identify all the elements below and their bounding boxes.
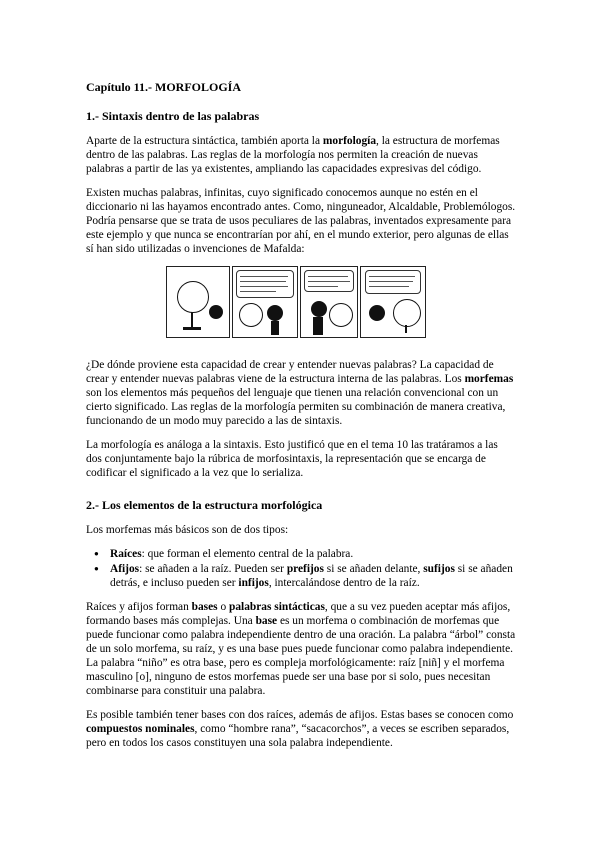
- text-run: Aparte de la estructura sintáctica, también aporta la: [86, 135, 323, 147]
- globe-icon: [329, 303, 353, 327]
- speech-balloon: [236, 270, 294, 298]
- bold-term: Raíces: [110, 548, 142, 560]
- paragraph-6: [86, 708, 516, 750]
- list-item: [110, 562, 516, 590]
- document-page: [86, 80, 516, 760]
- globe-icon: [393, 299, 421, 327]
- text-run: Raíces y afijos forman: [86, 601, 192, 613]
- text-run: es un morfema o combinación de morfemas que puede funcionar como palabra independiente dentro de una oración. La palabra “árbol” consta de un solo morfema, su raíz, y es una base pues puede funcionar como palabra independiente. La palabra “niño” es otra base, pero es compleja morfológicamente: raíz [niñ] y el morfema masculino [o], ninguno de estos morfemas puede ser una base por si solo, pues necesitan combinarse para constituir una palabra.: [86, 615, 516, 697]
- bold-term: prefijos: [286, 563, 324, 575]
- globe-icon: [177, 281, 209, 313]
- text-run: Los morfemas más básicos son de dos tipos:: [86, 524, 289, 536]
- section-1-title: 1.- Sintaxis dentro de las palabras: [86, 109, 260, 123]
- bold-term: morfemas: [464, 373, 514, 385]
- text-run: , la estructura de morfemas dentro de las palabras. Las reglas de la morfología nos permiten la creación de nuevas palabras a partir de las ya existentes, ampliando las capacidades expresivas del código.: [86, 135, 500, 175]
- bold-term: infijos: [238, 577, 269, 589]
- mafalda-figure: [267, 305, 283, 321]
- mafalda-comic-strip: [166, 266, 424, 338]
- text-run: son los elementos más pequeños del lenguaje que tienen una relación convencional con un cierto significado. Las reglas de la morfología permiten su combinación de manera creativa, funcionando de un modo muy parecido a las de sintaxis.: [86, 387, 506, 427]
- comic-panel-2: [232, 266, 298, 338]
- mafalda-figure: [311, 301, 327, 317]
- comic-panel-4: [360, 266, 426, 338]
- text-run: si se añaden delante,: [323, 563, 424, 575]
- text-run: La morfología es análoga a la sintaxis. Esto justificó que en el tema 10 las tratáramos a las dos conjuntamente bajo la rúbrica de morfosintaxis, la representación que se encarga de codificar el significado a la vez que lo serializa.: [86, 439, 498, 479]
- bold-term: compuestos nominales: [86, 723, 195, 735]
- text-run: : que forman el elemento central de la palabra.: [141, 548, 354, 560]
- paragraph-2: [86, 186, 516, 256]
- paragraph-3: [86, 358, 516, 428]
- text-run: ¿De dónde proviene esta capacidad de crear y entender nuevas palabras? La capacidad de crear y entender nuevas palabras viene de la estructura interna de las palabras. Los: [86, 359, 494, 385]
- morpheme-types-list: [86, 547, 516, 590]
- text-run: , intercalándose dentro de la raíz.: [268, 577, 420, 589]
- speech-balloon: [304, 270, 354, 292]
- text-run: : se añaden a la raíz. Pueden ser: [139, 563, 287, 575]
- paragraph-5: [86, 600, 516, 698]
- paragraph-intro: [86, 523, 516, 537]
- chapter-title: Capítulo 11.- MORFOLOGÍA: [86, 80, 242, 94]
- paragraph-1: [86, 134, 516, 176]
- section-2-title: 2.- Los elementos de la estructura morfológica: [86, 498, 323, 512]
- text-run: , que a su vez pueden aceptar más afijos, formando bases más complejas. Una: [86, 601, 511, 627]
- text-run: si se añaden detrás, e incluso pueden ser: [110, 563, 513, 589]
- comic-panel-1: [166, 266, 230, 338]
- mafalda-figure: [369, 305, 385, 321]
- speech-balloon: [365, 270, 421, 294]
- bold-term: palabras sintácticas: [229, 601, 325, 613]
- text-run: Existen muchas palabras, infinitas, cuyo significado conocemos aunque no estén en el diccionario ni las hayamos encontrado antes. Como, ninguneador, Alcaldable, Problemólogos. Podría pensarse que se trata de usos peculiares de las palabras, inventados expresamente para este ejemplo y que nunca se encontrarían por ahí, en el mundo exterior, pero algunas de ellas sí han sido utilizadas o invenciones de Mafalda:: [86, 187, 516, 255]
- text-run: , como “hombre rana”, “sacacorchos”, a veces se escriben separados, pero en todos los casos constituyen una sola palabra independiente.: [86, 723, 510, 749]
- comic-panel-3: [300, 266, 358, 338]
- bold-term: bases: [191, 601, 218, 613]
- bold-term: base: [255, 615, 278, 627]
- bold-term: morfología: [322, 135, 377, 147]
- bold-term: sufijos: [423, 563, 455, 575]
- paragraph-4: [86, 438, 516, 480]
- bold-term: Afijos: [110, 563, 140, 575]
- list-item: [110, 547, 516, 561]
- globe-icon: [239, 303, 263, 327]
- text-run: Es posible también tener bases con dos raíces, además de afijos. Estas bases se conocen como: [86, 709, 514, 721]
- text-run: o: [217, 601, 229, 613]
- mafalda-figure: [209, 305, 223, 319]
